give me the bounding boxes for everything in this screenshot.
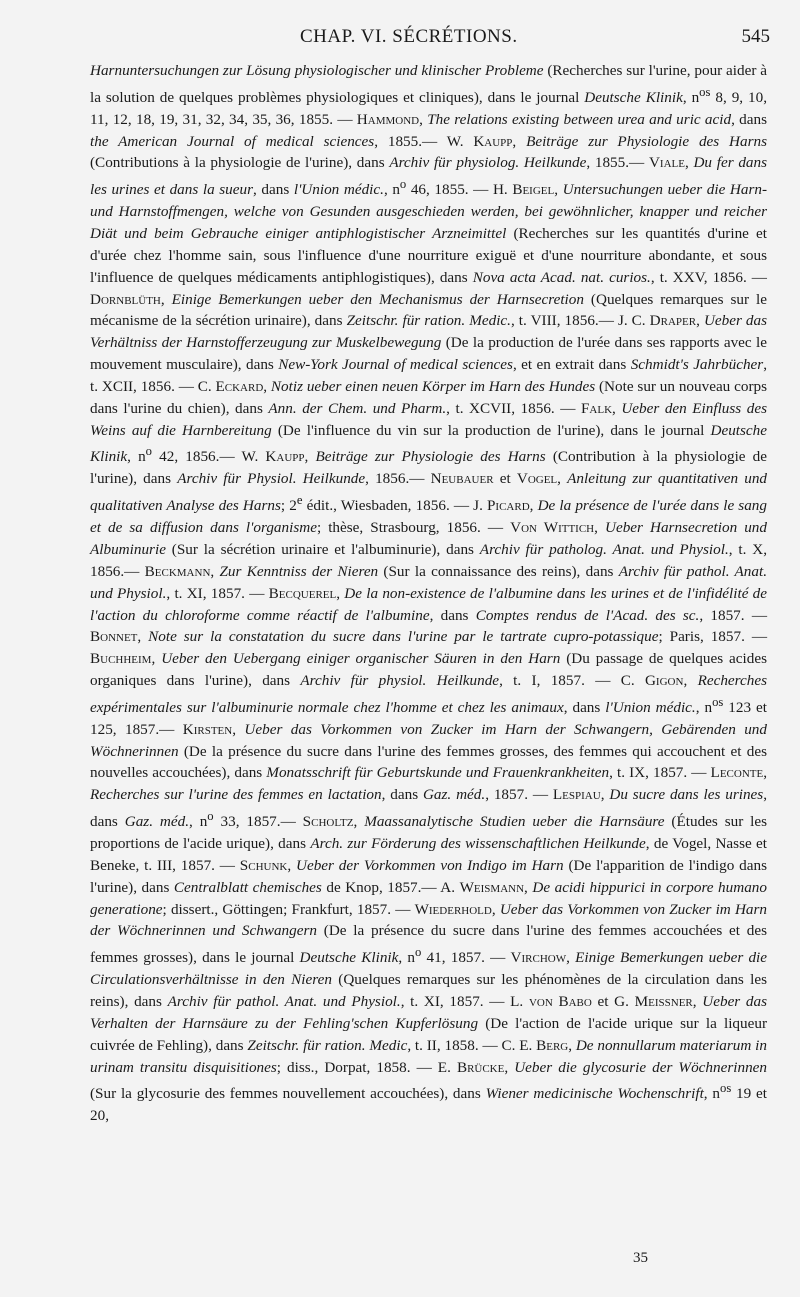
bibliography-text — [90, 60, 767, 1127]
page-header — [90, 26, 770, 52]
bibliography-paragraph: Harnuntersuchungen zur Lösung physiologischer und klinischer Probleme (Recherches sur l'urine, pour aider à la solution de quelques problèmes physiologiques et cliniques), dans le journal Deutsche Klinik, $n^{os}$ 8, 9, 10, 11, 12, 18, 19, 31, 32, 34, 35, 36, 1855. — Hammond, The relations existing between urea and uric acid, dans the American Journal of medical sciences, 1855.— W. Kaupp, Beiträge zur Physiologie des Harns (Contributions à la physiologie de l'urine), dans Archiv für physiolog. Heilkunde, 1855.— Viale, Du fer dans les urines et dans la sueur, dans l'Union médic., $n^o$ 46, 1855. — H. Beigel, Untersuchungen ueber die Harn- und Harnstoffmengen, welche von Gesunden ausgeschieden werden, bei gewöhnlicher, knapper und reicher Diät und beim Gebrauche einiger antiphlogistischer Arzneimittel (Recherches sur les quantités d'urine et d'urée chez l'homme sain, sous l'influence d'une nourriture exiguë et d'une nourriture abondante, et sous l'influence de quelques médicaments antiphlogistiques), dans Nova acta Acad. nat. curios., t. XXV, 1856. — Dornblüth, Einige Bemerkungen ueber den Mechanismus der Harnsecretion (Quelques remarques sur le mécanisme de la sécrétion urinaire), dans Zeitschr. für ration. Medic., t. VIII, 1856.— J. C. Draper, Ueber das Verhältniss der Harnstofferzeugung zur Muskelbewegung (De la production de l'urée dans ses rapports avec le mouvement musculaire), dans New-York Journal of medical sciences, et en extrait dans Schmidt's Jahrbücher, t. XCII, 1856. — C. Eckard, Notiz ueber einen neuen Körper im Harn des Hundes (Note sur un nouveau corps dans l'urine du chien), dans Ann. der Chem. und Pharm., t. XCVII, 1856. — Falk, Ueber den Einfluss des Weins auf die Harnbereitung (De l'influence du vin sur la production de l'urine), dans le journal Deutsche Klinik, $n^o$ 42, 1856.— W. Kaupp, Beiträge zur Physiologie des Harns (Contribution à la physiologie de l'urine), dans Archiv für Physiol. Heilkunde, 1856.— Neubauer et Vogel, Anleitung zur quantitativen und qualitativen Analyse des Harns; 2e édit., Wiesbaden, 1856. — J. Picard, De la présence de l'urée dans le sang et de sa diffusion dans l'organisme; thèse, Strasbourg, 1856. — Von Wittich, Ueber Harnsecretion und Albuminurie (Sur la sécrétion urinaire et l'albuminurie), dans Archiv für patholog. Anat. und Physiol., t. X, 1856.— Beckmann, Zur Kenntniss der Nieren (Sur la connaissance des reins), dans Archiv für pathol. Anat. und Physiol., t. XI, 1857. — Becquerel, De la non-existence de l'albumine dans les urines et de l'infidélité de l'action du chloroforme comme réactif de l'albumine, dans Comptes rendus de l'Acad. des sc., 1857. — Bonnet, Note sur la constatation du sucre dans l'urine par le tartrate cupro-potassique; Paris, 1857. — Buchheim, Ueber den Uebergang einiger organischer Säuren in den Harn (Du passage de quelques acides organiques dans l'urine), dans Archiv für physiol. Heilkunde, t. I, 1857. — C. Gigon, Recherches expérimentales sur l'albuminurie normale chez l'homme et chez les animaux, dans l'Union médic., $n^{os}$ 123 et 125, 1857.— Kirsten, Ueber das Vorkommen von Zucker im Harn der Schwangern, Gebärenden und Wöchnerinnen (De la présence du sucre dans l'urine des femmes grosses, des femmes qui accouchent et des nouvelles accouchées), dans Monatsschrift für Geburtskunde und Frauenkrankheiten, t. IX, 1857. — Leconte, Recherches sur l'urine des femmes en lactation, dans Gaz. méd., 1857. — Lespiau, Du sucre dans les urines, dans Gaz. méd., $n^o$ 33, 1857.— Scholtz, Maassanalytische Studien ueber die Harnsäure (Études sur les proportions de l'acide urique), dans Arch. zur Förderung des wissenschaftlichen Heilkunde, de Vogel, Nasse et Beneke, t. III, 1857. — Schunk, Ueber der Vorkommen von Indigo im Harn (De l'apparition de l'indigo dans l'urine), dans Centralblatt chemisches de Knop, 1857.— A. Weismann, De acidi hippurici in corpore humano generatione; dissert., Göttingen; Frankfurt, 1857. — Wiederhold, Ueber das Vorkommen von Zucker im Harn der Wöchnerinnen und Schwangern (De la présence du sucre dans l'urine des femmes accouchées et des femmes grosses), dans le journal Deutsche Klinik, $n^o$ 41, 1857. — Virchow, Einige Bemerkungen ueber die Circulationsverhältnisse in den Nieren (Quelques remarques sur les phénomènes de la circulation dans les reins), dans Archiv für pathol. Anat. und Physiol., t. XI, 1857. — L. von Babo et G. Meissner, Ueber das Verhalten der Harnsäure zu der Fehling'schen Kupferlösung (De l'action de l'acide urique sur la liqueur cuivrée de Fehling), dans Zeitschr. für ration. Medic, t. II, 1858. — C. E. Berg, De nonnullarum materiarum in urinam transitu disquisitiones; diss., Dorpat, 1858. — E. Brücke, Ueber die glycosurie der Wöchnerinnen (Sur la glycosurie des femmes nouvellement accouchées), dans Wiener medicinische Wochenschrift, $n^{os}$ 19 et 20, — [90, 62, 768, 1125]
running-head: CHAP. VI. SÉCRÉTIONS. — [300, 26, 518, 47]
signature-mark: 35 — [633, 1250, 648, 1266]
page-number: 545 — [741, 26, 770, 47]
